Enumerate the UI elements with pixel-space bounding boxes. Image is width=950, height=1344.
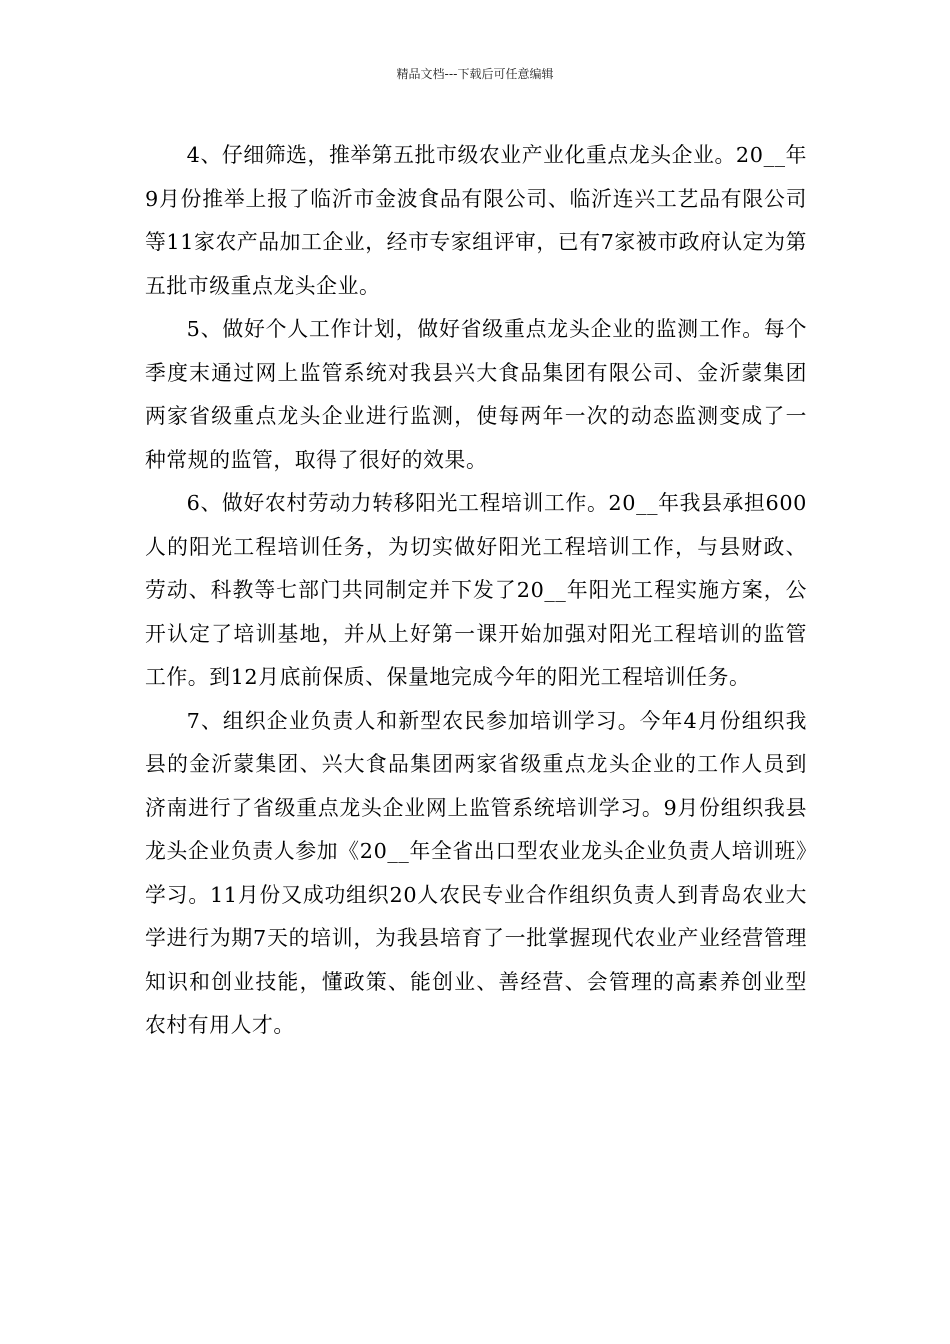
document-body: [145, 134, 807, 1048]
paragraph-item-4: 4、仔细筛选，推举第五批市级农业产业化重点龙头企业。20__年9月份推举上报了临沂市金波食品有限公司、临沂连兴工艺品有限公司等11家农产品加工企业，经市专家组评审，已有7家被市政府认定为第五批市级重点龙头企业。: [145, 143, 808, 298]
page-header: 精品文档---下载后可任意编辑: [396, 67, 554, 81]
paragraph-item-6: 6、做好农村劳动力转移阳光工程培训工作。20__年我县承担600人的阳光工程培训任务，为切实做好阳光工程培训工作，与县财政、劳动、科教等七部门共同制定并下发了20__年阳光工程实施方案，公开认定了培训基地，并从上好第一课开始加强对阳光工程培训的监管工作。到12月底前保质、保量地完成今年的阳光工程培训任务。: [145, 491, 807, 689]
paragraph-item-7: 7、组织企业负责人和新型农民参加培训学习。今年4月份组织我县的金沂蒙集团、兴大食品集团两家省级重点龙头企业的工作人员到济南进行了省级重点龙头企业网上监管系统培训学习。9月份组织我县龙头企业负责人参加《20__年全省出口型农业龙头企业负责人培训班》学习。11月份又成功组织20人农民专业合作组织负责人到青岛农业大学进行为期7天的培训，为我县培育了一批掌握现代农业产业经营管理知识和创业技能，懂政策、能创业、善经营、会管理的高素养创业型农村有用人才。: [145, 708, 807, 1037]
paragraph-item-5: 5、做好个人工作计划，做好省级重点龙头企业的监测工作。每个季度末通过网上监管系统对我县兴大食品集团有限公司、金沂蒙集团两家省级重点龙头企业进行监测，使每两年一次的动态监测变成了一种常规的监管，取得了很好的效果。: [145, 317, 807, 472]
